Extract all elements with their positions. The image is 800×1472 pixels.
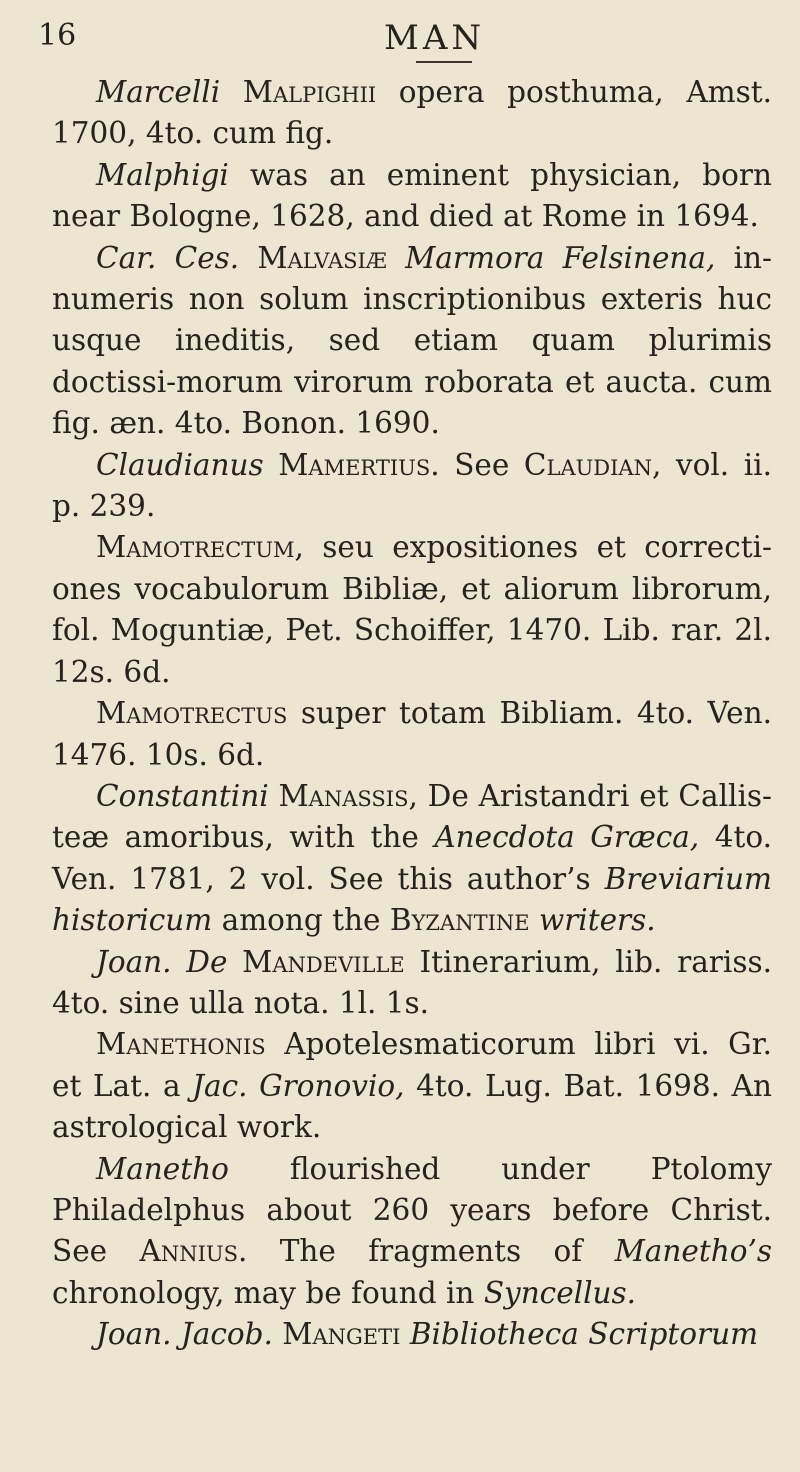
entry-lead: Joan. De xyxy=(96,944,228,979)
entry-lead-2: Jac. Gronovio, xyxy=(192,1068,405,1103)
entry-list xyxy=(52,72,772,1356)
entry-name: Mandeville xyxy=(242,944,405,979)
entry-mamotrectus xyxy=(52,693,772,776)
entry-tail: The fragments of xyxy=(247,1234,615,1269)
entry-name: Manethonis xyxy=(96,1027,266,1062)
entry-lead: Malphigi xyxy=(96,157,229,192)
entry-lead: Manetho xyxy=(96,1151,229,1186)
entry-malvasiae xyxy=(52,238,772,445)
entry-ref: Annius. xyxy=(139,1234,248,1269)
page-header xyxy=(0,18,800,68)
entry-title-2: Syncellus. xyxy=(483,1275,637,1310)
entry-name: Malpighii xyxy=(242,75,377,109)
entry-lead: Constantini xyxy=(96,778,269,813)
entry-mamertius xyxy=(52,445,772,528)
entry-name: Mamertius. xyxy=(278,447,440,482)
entry-mandeville xyxy=(52,942,772,1025)
entry-text: super totam Bibliam. 4to. Ven. 1476. 10s. 6d. xyxy=(52,696,772,772)
entry-name: Manassis, xyxy=(278,778,418,813)
entry-malphigi-note xyxy=(52,155,772,238)
entry-tail: 4to. Lug. Bat. 1698. An astrological work. xyxy=(52,1068,772,1145)
entry-mangeti xyxy=(52,1314,772,1355)
entry-manetho-note xyxy=(52,1149,772,1315)
entry-name: Malvasiæ xyxy=(257,240,387,275)
page-number: 16 xyxy=(38,18,77,53)
entry-text: was an eminent physician, born near Bologne, 1628, and died at Rome in 1694. xyxy=(52,157,772,234)
entry-text: opera posthuma, Amst. 1700, 4to. cum fig. xyxy=(52,75,772,151)
entry-malpighii xyxy=(52,72,772,155)
entry-name: Mangeti xyxy=(282,1317,401,1352)
entry-title-2: Breviarium historicum xyxy=(52,861,772,938)
entry-text: in-numeris non solum inscriptionibus exteris huc usque ineditis, sed etiam quam plurimis doctissi-morum virorum roborata et aucta. cum fig. æn. 4to. Bonon. 1690. xyxy=(52,240,772,441)
entry-manassis xyxy=(52,776,772,942)
entry-lead: Marcelli xyxy=(96,75,221,109)
entry-name: Mamotrectus xyxy=(96,696,288,731)
entry-lead: Joan. Jacob. xyxy=(96,1317,273,1352)
entry-title: Bibliotheca Scriptorum xyxy=(409,1317,759,1352)
entry-manethonis xyxy=(52,1024,772,1148)
entry-ref: Claudian, xyxy=(523,447,662,482)
entry-text: vol. ii. p. 239. xyxy=(52,447,772,524)
entry-tail-2: among the xyxy=(212,903,390,938)
entry-text: flourished under Ptolomy Philadelphus about 260 years before Christ. See xyxy=(52,1151,772,1269)
entry-tail-3: writers. xyxy=(529,903,656,938)
entry-text: Itinerarium, lib. rariss. 4to. sine ulla nota. 1l. 1s. xyxy=(52,944,772,1020)
entry-name: Mamotrectum, xyxy=(96,530,304,565)
running-head: MAN xyxy=(384,18,486,58)
entry-text: seu expositiones et correcti-ones vocabulorum Bibliæ, et aliorum librorum, fol. Moguntiæ, Pet. Schoiffer, 1470. Lib. rar. 2l. 12s. 6d. xyxy=(52,530,772,689)
entry-mid: See xyxy=(439,447,524,482)
entry-lead: Car. Ces. xyxy=(96,240,240,275)
entry-title: Manetho’s xyxy=(614,1234,772,1269)
entry-tail: 4to. Ven. 1781, 2 vol. See this author’s xyxy=(52,820,772,896)
entry-text: Apotelesmaticorum libri vi. Gr. et Lat. a xyxy=(52,1027,772,1103)
entry-ref: Byzantine xyxy=(389,903,530,938)
header-rule xyxy=(416,61,472,63)
entry-lead: Claudianus xyxy=(96,447,264,482)
entry-title: Anecdota Græca, xyxy=(434,820,700,855)
entry-mamotrectum xyxy=(52,527,772,693)
entry-text: De Aristandri et Callis-teæ amoribus, with the xyxy=(52,778,772,855)
entry-title: Marmora Felsinena, xyxy=(405,240,716,275)
entry-tail-2: chronology, may be found in xyxy=(52,1275,484,1310)
